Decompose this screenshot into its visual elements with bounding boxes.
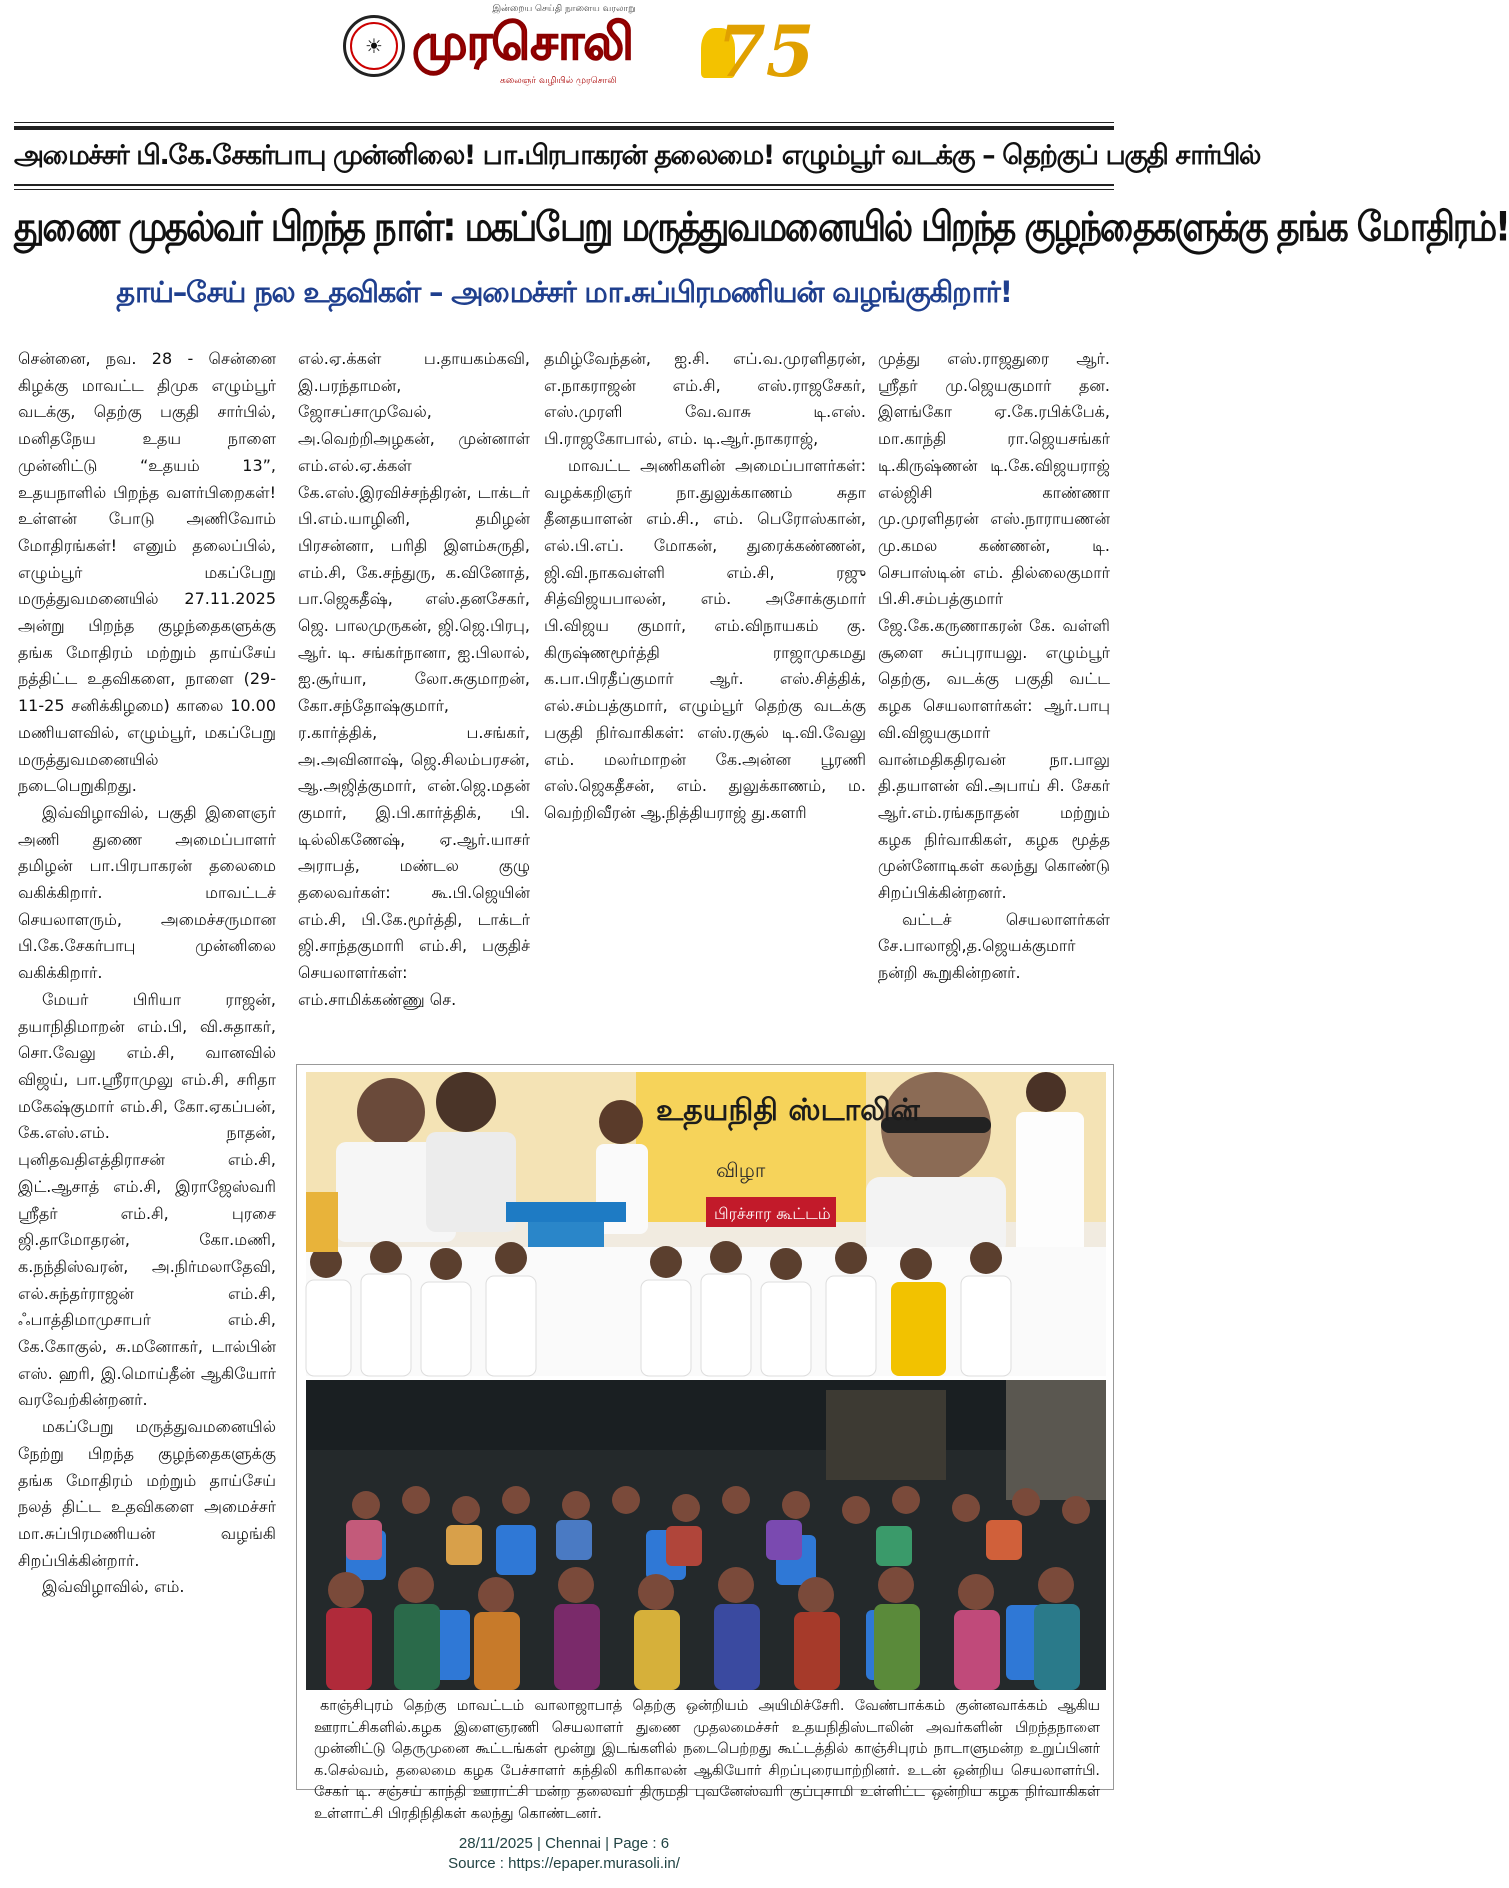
article-column-3 — [544, 346, 866, 1046]
paragraph: எல்.ஏ.க்கள் ப.தாயகம்கவி, இ.பரந்தாமன், ஜோசப்சாமுவேல், அ.வெற்றிஅழகன், முன்னாள் எம்.எல்.ஏ.க்கள் கே.எஸ்.இரவிச்சந்திரன், டாக்டர் பி.எம்.யாழினி, தமிழன் பிரசன்னா, பரிதி இளம்சுருதி, எம்.சி, கே.சந்துரு, க.வினோத், பா.ஜெகதீஷ், எஸ்.தனசேகர், ஜெ. பாலமுருகன், ஜி.ஜெ.பிரபு, ஆர். டி. சங்கர்நானா, ஐ.பிலால், ஐ.சூர்யா, லோ.சுகுமாறன், கோ.சந்தோஷ்குமார், ர.கார்த்திக், ப.சங்கர், அ.அவினாஷ், ஜெ.சிலம்பரசன், ஆ.அஜித்குமார், என்.ஜெ.மதன் குமார், இ.பி.கார்த்திக், பி. டில்லிகணேஷ், ஏ.ஆர்.யாசர் அராபத், மண்டல குழு தலைவர்கள்: கூ.பி.ஜெயின் எம்.சி, பி.கே.மூர்த்தி, டாக்டர் ஜி.சாந்தகுமாரி எம்.சி, பகுதிச் செயலாளர்கள்: எம்.சாமிக்கண்ணு செ. — [298, 349, 530, 1009]
banner-sub: விழா — [716, 1158, 766, 1182]
stage-photo-illustration — [306, 1072, 1106, 1376]
footer-date-page: 28/11/2025 | Chennai | Page : 6 — [458, 1835, 670, 1852]
newspaper-title: முரசொலி — [412, 12, 633, 71]
crowd-photo-illustration — [306, 1380, 1106, 1690]
photo-stage-event — [306, 1072, 1106, 1376]
caption-text: காஞ்சிபுரம் தெற்கு மாவட்டம் வாலாஜாபாத் தெற்கு ஒன்றியம் அயிமிச்சேரி. வேண்பாக்கம் குன்னவாக்கம் ஆகிய ஊராட்சிகளில்.கழக இளைஞரணி செயலாளர் துணை முதலமைச்சர் உதயநிதிஸ்டாலின் அவர்களின் பிறந்தநாளை முன்னிட்டு தெருமுனை கூட்டங்கள் மூன்று இடங்களில் நடைபெற்றது கூட்டத்தில் காஞ்சிபுரம் நாடாளுமன்ற உறுப்பினர் க.செல்வம், தலைமை கழக பேச்சாளர் கந்திலி கரிகாலன் ஆகியோர் சிறப்புரையாற்றினர். உடன் ஒன்றிய செயலாளர்பி. சேகர் டி. சஞ்சய் காந்தி ஊராட்சி மன்ற தலைவர் திருமதி புவனேஸ்வரி குப்புசாமி உள்ளிட்ட ஒன்றிய கழக நிர்வாகிகள் உள்ளாட்சி பிரதிநிதிகள் கலந்து கொண்டனர். — [314, 1698, 1100, 1822]
article-column-1 — [18, 346, 276, 1846]
paragraph: மேயர் பிரியா ராஜன், தயாநிதிமாறன் எம்.பி, வி.சுதாகர், சொ.வேலு எம்.சி, வானவில் விஜய், பா.ஸ்ரீராமுலு எம்.சி, சரிதா மகேஷ்குமார் எம்.சி, கோ.ஏகப்பன், கே.எஸ்.எம். நாதன், புனிதவதிஎத்திராசன் எம்.சி, இட்.ஆசாத் எம்.சி, இராஜேஸ்வரி ஸ்ரீதர் எம்.சி, புரசை ஜி.தாமோதரன், கோ.மணி, க.நந்திஸ்வரன், அ.நிர்மலாதேவி, எல்.சுந்தர்ராஜன் எம்.சி, ஃபாத்திமாமுசாபர் எம்.சி, கே.கோகுல், சு.மனோகர், டால்பின் எஸ். ஹரி, இ.மொய்தீன் ஆகியோர் வரவேற்கின்றனர். — [18, 989, 276, 1410]
paragraph: மகப்பேறு மருத்துவமனையில் நேற்று பிறந்த குழந்தைகளுக்கு தங்க மோதிரம் மற்றும் தாய்சேய் நலத் திட்ட உதவிகளை அமைச்சர் மா.சுப்பிரமணியன் வழங்கி சிறப்பிக்கின்றார். — [18, 1417, 276, 1570]
divider — [14, 184, 1114, 186]
banner-sub-2: பிரச்சார கூட்டம் — [714, 1204, 831, 1223]
article-headline: துணை முதல்வர் பிறந்த நாள்: மகப்பேறு மருத்துவமனையில் பிறந்த குழந்தைகளுக்கு தங்க மோதிரம்! — [14, 205, 1509, 251]
paragraph: இவ்விழாவில், எம். — [42, 1577, 185, 1597]
divider — [14, 122, 1114, 123]
article-column-4 — [878, 346, 1110, 1046]
banner-text: உதயநிதி ஸ்டாலின் — [656, 1093, 920, 1128]
article-subhead: தாய்–சேய் நல உதவிகள் – அமைச்சர் மா.சுப்பிரமணியன் வழங்குகிறார்! — [116, 275, 1012, 309]
paragraph: சென்னை, நவ. 28 - சென்னை கிழக்கு மாவட்ட திமுக எழும்பூர் வடக்கு, தெற்கு பகுதி சார்பில், மனிதநேய உதய நாளை முன்னிட்டு “உதயம் 13”, உதயநாளில் பிறந்த வளர்பிறைகள்! உள்ளன் போடு அணிவோம் மோதிரங்கள்! எனும் தலைப்பில், எழும்பூர் மகப்பேறு மருத்துவமனையில் 27.11.2025 அன்று பிறந்த குழந்தைகளுக்கு தங்க மோதிரம் மற்றும் தாய்சேய் நத்திட்ட உதவிகளை, நாளை (29-11-25 சனிக்கிழமை) காலை 10.00 மணியளவில், எழும்பூர், மகப்பேறு மருத்துவமனையில் நடைபெறுகிறது. — [18, 349, 276, 796]
paragraph: தமிழ்வேந்தன், ஐ.சி. எப்.வ.முரளிதரன், எ.நாகராஜன் எம்.சி, எஸ்.ராஜசேகர், எஸ்.முரளி வே.வாசு டி.எஸ். பி.ராஜகோபால், எம். டி.ஆர்.நாகராஜ், — [544, 349, 866, 449]
masthead — [0, 0, 1128, 112]
page-footer — [0, 1834, 1128, 1874]
divider — [14, 189, 1114, 190]
paragraph: இவ்விழாவில், பகுதி இளைஞர் அணி துணை அமைப்பாளர் தமிழன் பா.பிரபாகரன் தலைமை வகிக்கிறார். மாவட்டச் செயலாளரும், அமைச்சருமான பி.கே.சேகர்பாபு முன்னிலை வகிக்கிறார். — [18, 802, 276, 983]
paragraph: வட்டச் செயலாளர்கள் சே.பாலாஜி,த.ஜெயக்குமார் நன்றி கூறுகின்றனர். — [878, 909, 1110, 983]
anniversary-number: 75 — [717, 10, 815, 93]
masthead-tagline: இன்றைய செய்தி நாளைய வரலாறு — [492, 4, 636, 14]
photo-night-meeting — [306, 1380, 1106, 1690]
divider — [14, 126, 1114, 130]
paragraph: மாவட்ட அணிகளின் அமைப்பாளர்கள்: வழக்கறிஞர் நா.துலுக்காணம் சுதா தீனதயாளன் எம்.சி., எம். பெரோஸ்கான், எல்.பி.எப். மோகன், துரைக்கண்ணன், ஜி.வி.நாகவள்ளி எம்.சி, ரஜு சித்விஜயபாலன், எம். அசோக்குமார் பி.விஜய குமார், எம்.விநாயகம் கு. கிருஷ்ணமூர்த்தி ராஜாமுகமது க.பா.பிரதீப்குமார் ஆர். எஸ்.சித்திக், எல்.சம்பத்குமார், எழும்பூர் தெற்கு வடக்கு பகுதி நிர்வாகிகள்: எஸ்.ரசூல் டி.வி.வேலு எம். மலர்மாறன் கே.அன்ன பூரணி எஸ்.ஜெகதீசன், எம். துலுக்காணம், ம. வெற்றிவீரன் ஆ.நித்தியராஜ் து.களரி — [544, 455, 866, 822]
paragraph: முத்து எஸ்.ராஜதுரை ஆர். ஸ்ரீதர் மு.ஜெயகுமார் தன. இளங்கோ ஏ.கே.ரபிக்பேக், மா.காந்தி ரா.ஜெயசங்கர் டி.கிருஷ்ணன் டி.கே.விஜயராஜ் எல்ஜிசி காண்ணா மு.முரளிதரன் எஸ்.நாராயணன் மு.கமல கண்ணன், டி. செபாஸ்டின் எம். தில்லைகுமார் பி.சி.சம்பத்குமார் ஜே.கே.கருணாகரன் கே. வள்ளி சூளை சுப்புராயலு. எழும்பூர் தெற்கு, வடக்கு பகுதி வட்ட கழக செயலாளர்கள்: ஆர்.பாபு வி.விஜயகுமார் வான்மதிகதிரவன் நா.பாலு தி.தயாளன் வி.அபாய் சி. சேகர் ஆர்.எம்.ரங்கநாதன் மற்றும் கழக நிர்வாகிகள், கழக மூத்த முன்னோடிகள் கலந்து கொண்டு சிறப்பிக்கின்றனர். — [878, 349, 1110, 903]
article-kicker: அமைச்சர் பி.கே.சேகர்பாபு முன்னிலை! பா.பிரபாகரன் தலைமை! எழும்பூர் வடக்கு – தெற்குப் பகுதி சார்பில் — [14, 140, 1261, 171]
photo-caption — [314, 1696, 1100, 1825]
masthead-subtitle: கலைஞர் வழியில் முரசொலி — [500, 76, 617, 86]
rising-sun-icon: ☀ — [350, 22, 398, 70]
footer-source-link[interactable]: Source : https://epaper.murasoli.in/ — [448, 1855, 680, 1872]
party-emblem-icon — [343, 15, 405, 77]
article-column-2 — [298, 346, 530, 1046]
anniversary-badge — [695, 6, 815, 98]
